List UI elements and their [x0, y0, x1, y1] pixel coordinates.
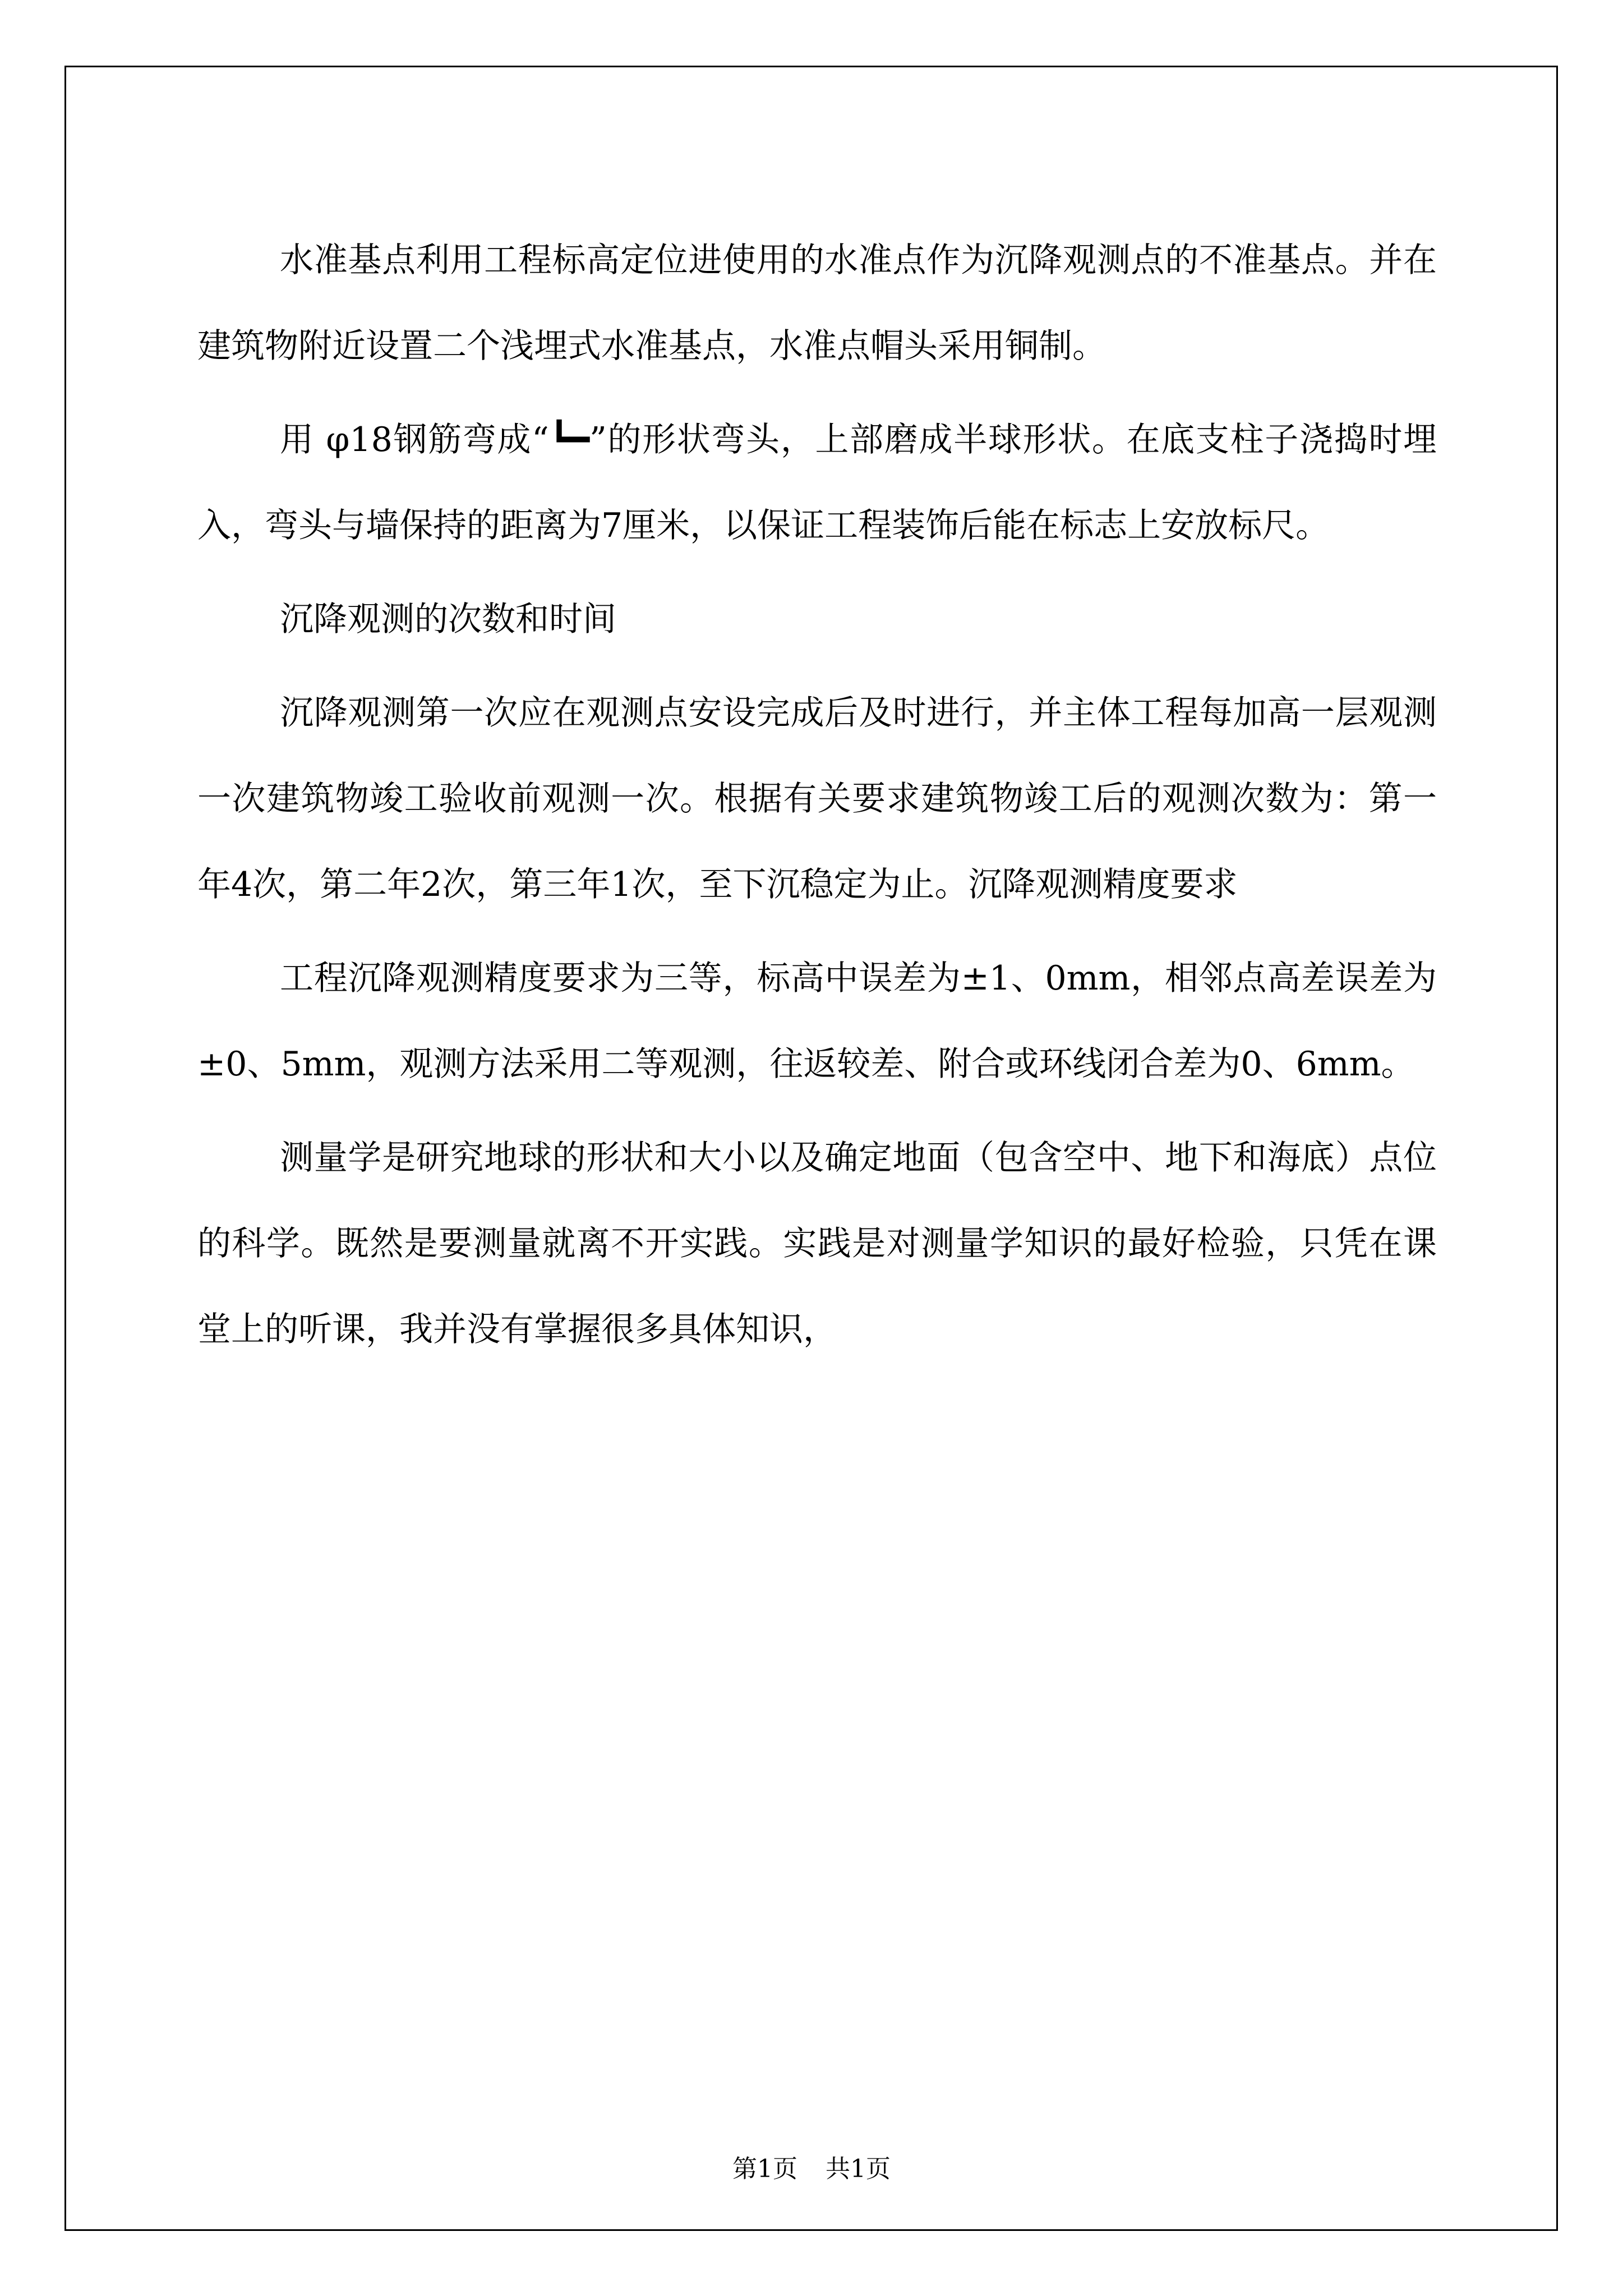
- page-number: 第1页: [732, 2155, 797, 2183]
- paragraph-precision: 工程沉降观测精度要求为三等，标高中误差为±1、0mm，相邻点高差误差为±0、5mm，观测方法采用二等观测，往返较差、附合或环线闭合差为0、6mm。: [197, 959, 1437, 1084]
- paragraph-rebar-marker: 用 φ18钢筋弯成“┗━”的形状弯头，上部磨成半球形状。在底支柱子浇捣时埋入，弯头与墙保持的距离为7厘米，以保证工程装饰后能在标志上安放标尺。: [197, 420, 1437, 545]
- page-total: 共1页: [826, 2155, 891, 2183]
- paragraph-surveying-intro: 测量学是研究地球的形状和大小以及确定地面（包含空中、地下和海底）点位的科学。既然是要测量就离不开实践。实践是对测量学知识的最好检验，只凭在课堂上的听课，我并没有掌握很多具体知识，: [197, 1138, 1437, 1349]
- document-body: [197, 218, 1437, 1373]
- section-heading-frequency: 沉降观测的次数和时间: [280, 600, 616, 639]
- paragraph-benchmark: 水准基点利用工程标高定位进使用的水准点作为沉降观测点的不准基点。并在建筑物附近设置二个浅埋式水准基点，水准点帽头采用铜制。: [197, 241, 1437, 366]
- paragraph-observation-schedule: 沉降观测第一次应在观测点安设完成后及时进行，并主体工程每加高一层观测一次建筑物竣工验收前观测一次。根据有关要求建筑物竣工后的观测次数为：第一年4次，第二年2次，第三年1次，至下沉稳定为止。沉降观测精度要求: [197, 693, 1437, 904]
- page-footer: [0, 2148, 1623, 2184]
